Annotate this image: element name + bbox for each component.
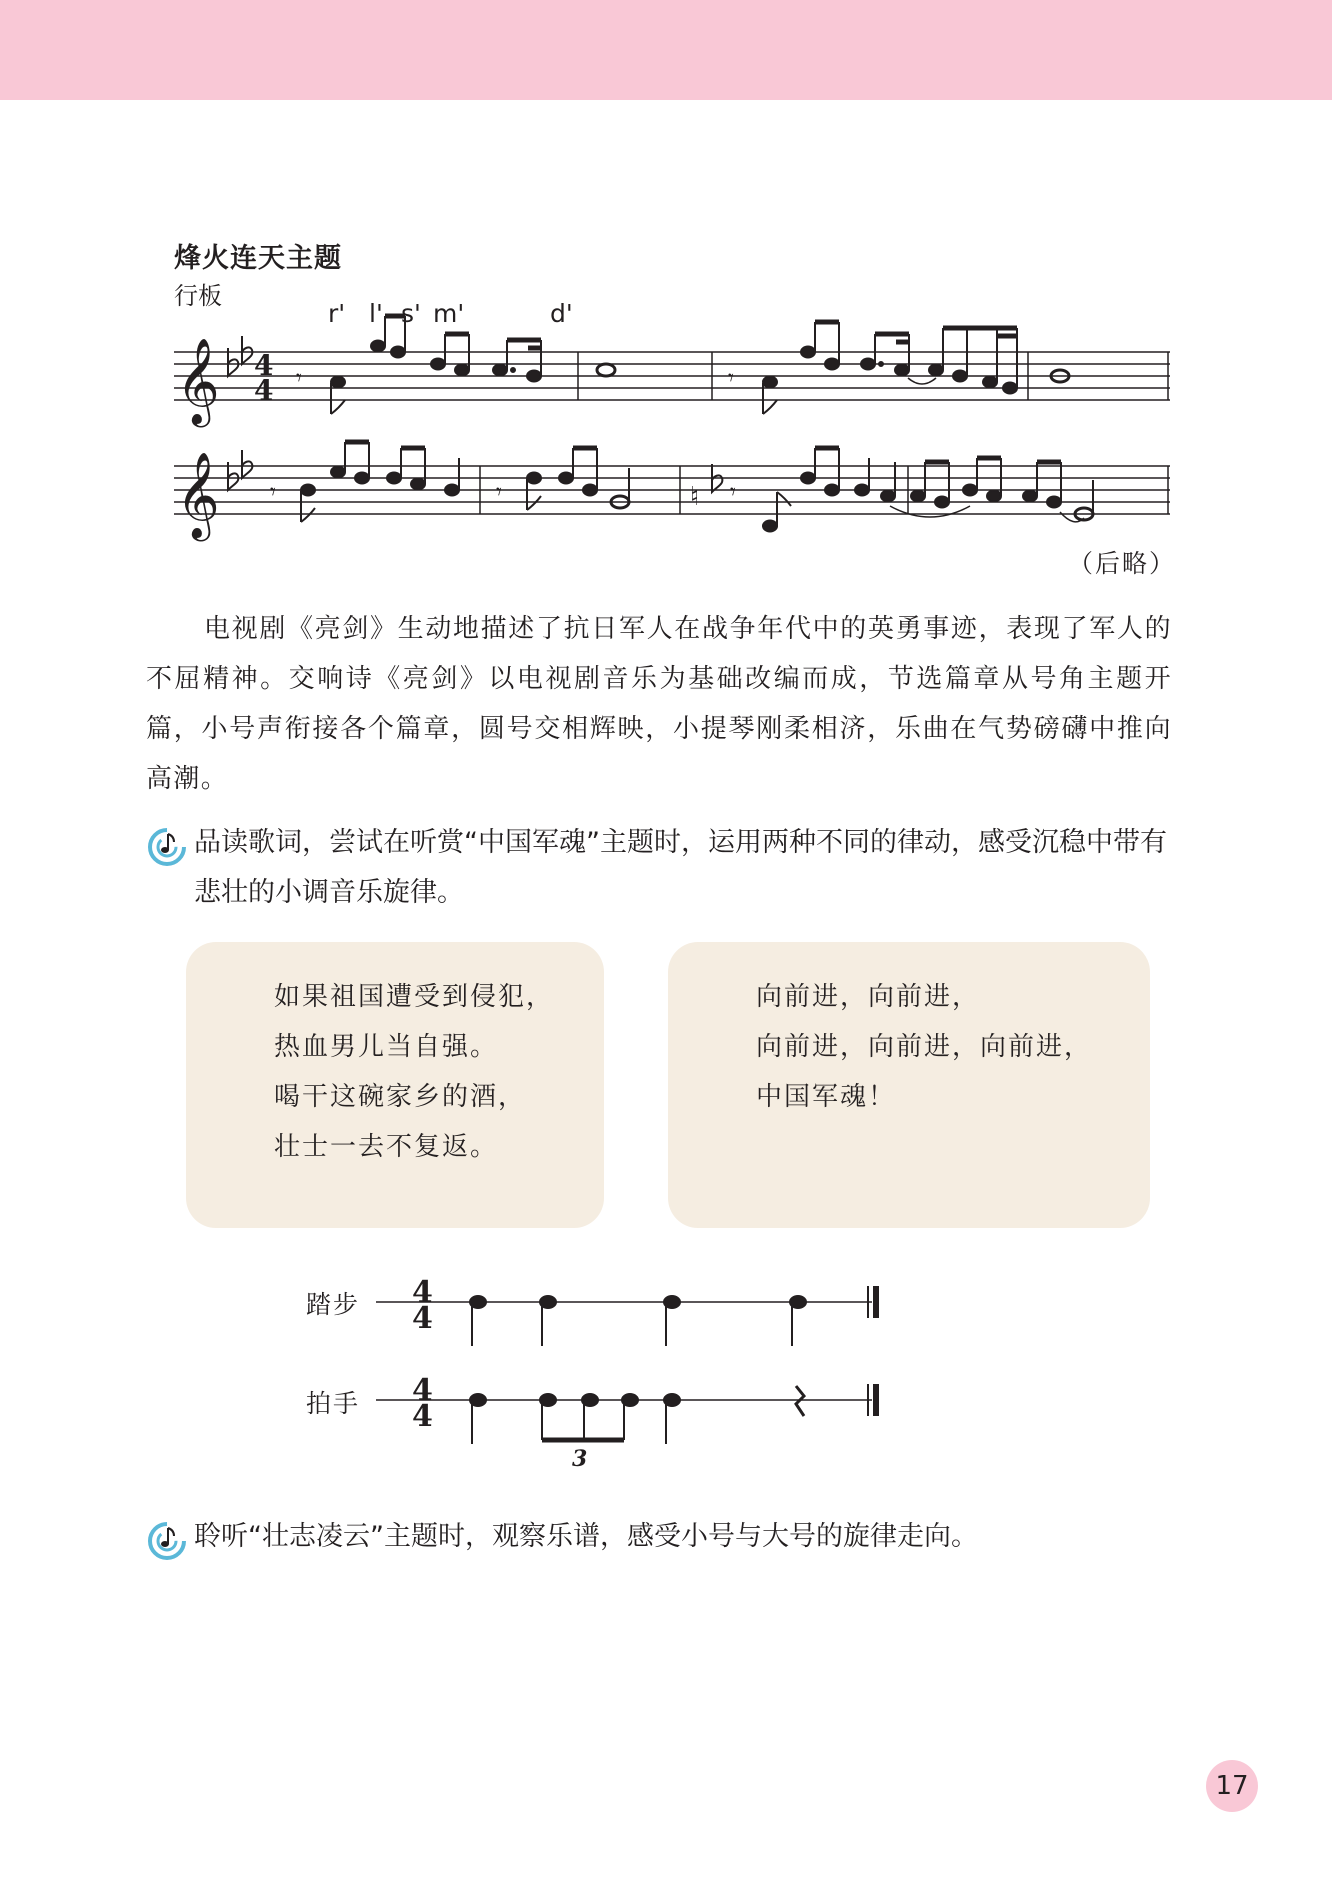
svg-text:4: 4 — [412, 1399, 433, 1434]
lyric-line: 中国军魂！ — [756, 1082, 897, 1112]
rhythm-score — [0, 1270, 1332, 1470]
rhythm-label-step: 踏步 — [306, 1290, 361, 1319]
omitted-note: （后略） — [1068, 549, 1177, 578]
task-text: 品读歌词，尝试在听赏“中国军魂”主题时，运用两种不同的律动，感受沉稳中带有悲壮的小调音乐旋律。 — [194, 827, 1167, 908]
svg-text:4: 4 — [412, 1301, 433, 1336]
lyric-line: 喝干这碗家乡的酒， — [274, 1082, 527, 1112]
svg-text:4: 4 — [412, 1373, 433, 1408]
listening-icon — [146, 826, 188, 868]
treble-clef: 𝄞 — [176, 452, 220, 538]
score-title: 烽火连天主题 — [174, 243, 342, 274]
lyric-line: 如果祖国遭受到侵犯， — [274, 982, 555, 1012]
lyric-line: 向前进，向前进， — [756, 982, 981, 1012]
svg-text:𝄾: 𝄾 — [730, 480, 736, 505]
staff-1 — [174, 352, 1170, 400]
music-score — [0, 0, 1332, 560]
time-signature: 4 — [254, 349, 274, 382]
task-1 — [146, 818, 1176, 918]
task-2 — [146, 1512, 1176, 1562]
listening-icon — [146, 1520, 188, 1562]
svg-text:𝄾: 𝄾 — [296, 366, 302, 391]
svg-text:𝄾: 𝄾 — [270, 480, 276, 505]
solfa-syllable: r' — [328, 299, 346, 328]
lyric-line: 热血男儿当自强。 — [274, 1032, 499, 1062]
lyrics-box-right — [668, 942, 1150, 1228]
intro-paragraph: 电视剧《亮剑》生动地描述了抗日军人在战争年代中的英勇事迹，表现了军人的不屈精神。交响诗《亮剑》以电视剧音乐为基础改编而成，节选篇章从号角主题开篇，小号声衔接各个篇章，圆号交相辉映，小提琴刚柔相济，乐曲在气势磅礴中推向高潮。 — [146, 614, 1172, 794]
lyrics-box-left — [186, 942, 604, 1228]
melody-line-2 — [270, 442, 1093, 532]
time-signature: 4 — [254, 374, 274, 407]
svg-text:♮: ♮ — [690, 482, 700, 512]
task-text: 聆听“壮志凌云”主题时，观察乐谱，感受小号与大号的旋律走向。 — [194, 1521, 978, 1552]
solfa-syllable: m' — [433, 299, 465, 328]
lyric-line: 壮士一去不复返。 — [274, 1132, 499, 1162]
solfa-syllable: s' — [401, 299, 421, 328]
svg-text:4: 4 — [412, 1275, 433, 1310]
triplet-mark: 3 — [572, 1446, 588, 1470]
treble-clef: 𝄞 — [176, 338, 220, 424]
rhythm-label-clap: 拍手 — [306, 1389, 361, 1418]
solfa-syllable: l' — [369, 299, 383, 328]
svg-text:𝄾: 𝄾 — [728, 366, 734, 391]
page-number: 17 — [1206, 1760, 1258, 1812]
tempo-marking: 行板 — [174, 282, 222, 310]
solfa-syllable: d' — [550, 299, 573, 328]
svg-text:𝄾: 𝄾 — [496, 480, 502, 505]
lyric-line: 向前进，向前进，向前进， — [756, 1032, 1093, 1062]
staff-2 — [174, 466, 1170, 514]
